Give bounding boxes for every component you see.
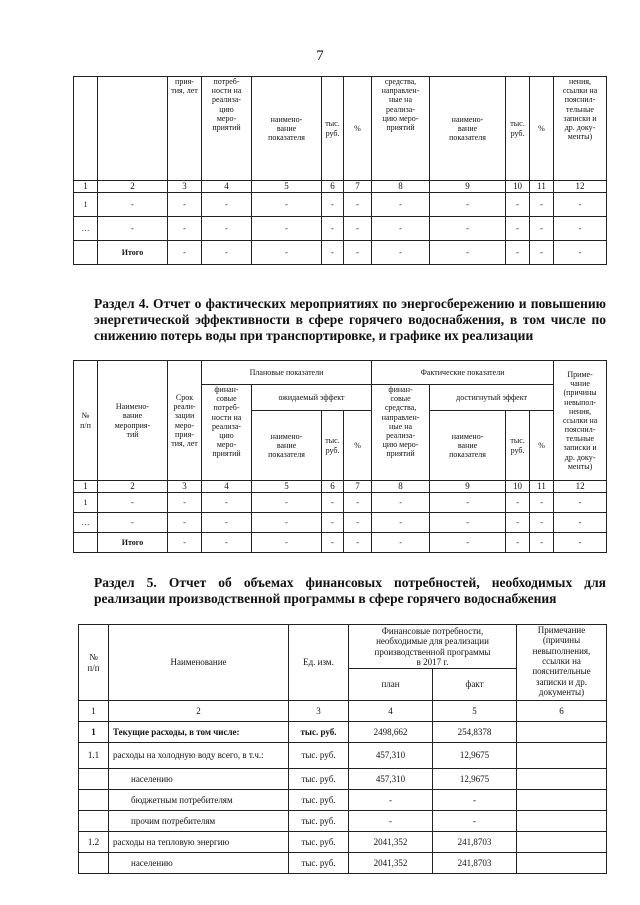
- section4-table: [73, 360, 607, 553]
- head-actual-pct: %: [530, 411, 554, 481]
- head-actual-indicator: наимено- вание показателя: [430, 77, 506, 181]
- head-num: № п/п: [79, 625, 109, 701]
- head-actual-rub: тыс. руб.: [506, 77, 530, 181]
- head-num: № п/п: [74, 361, 98, 481]
- section5-head-row-1: [79, 625, 607, 669]
- head-actual-finance: средства, направлен- ные на реализа- цию меро- приятий: [372, 77, 430, 181]
- table-row: бюджетным потребителям тыс. руб. - -: [79, 790, 607, 811]
- column-numbers-row: 1 2 3 4 5 6 7 8 9 10 11 12: [74, 481, 607, 493]
- section5-title: Раздел 5. Отчет об объемах финансовых потребностей, необходимых для реализации производственной программы в сфере горячего водоснабжения: [94, 575, 606, 606]
- head-actual-pct: %: [530, 77, 554, 181]
- head-plan-indicator: наимено- вание показателя: [252, 411, 322, 481]
- page-number: 7: [316, 48, 324, 64]
- table-row: 1 - - - - - - - - - - -: [74, 193, 607, 217]
- table-row: 1 Текущие расходы, в том числе: тыс. руб. 2498,662 254,8378: [79, 722, 607, 743]
- table-row: 1 - - - - - - - - - - -: [74, 493, 607, 513]
- continuation-head-row: [74, 77, 607, 181]
- head-finance: Финансовые потребности, необходимые для реализации производственной программы в 2017 г.: [349, 625, 517, 669]
- total-row: Итого - - - - - - - - - -: [74, 533, 607, 553]
- head-name: Наимено- вание мероприя- тий: [98, 361, 168, 481]
- head-term: прия- тия, лет: [168, 77, 202, 181]
- total-row: Итого - - - - - - - - - -: [74, 241, 607, 265]
- table-row: … - - - - - - - - - - -: [74, 217, 607, 241]
- head-note: Примечание (причины невыполнения, ссылки на пояснительные записки и др. документы): [517, 625, 607, 701]
- head-plan-finance: потреб- ности на реализа- цию меро- приятий: [202, 77, 252, 181]
- head-expected: ожидаемый эффект: [252, 385, 372, 411]
- head-plan-pct: %: [344, 411, 372, 481]
- table-row: 1.2 расходы на тепловую энергию тыс. руб. 2041,352 241,8703: [79, 832, 607, 853]
- head-actual-finance: финан- совые средства, направлен- ные на реализа- цию меро- приятий: [372, 385, 430, 481]
- table-row: … - - - - - - - - - - -: [74, 513, 607, 533]
- head-term: Срок реали- зации меро- прия- тия, лет: [168, 361, 202, 481]
- column-numbers-row: 1 2 3 4 5 6: [79, 701, 607, 722]
- head-note: Приме- чание (причины невыпол- нения, ссылки на пояснил- тельные записки и др. доку- менты): [554, 361, 607, 481]
- head-planned: Плановые показатели: [202, 361, 372, 385]
- section4-title: Раздел 4. Отчет о фактических мероприятиях по энергосбережению и повышению энергетической эффективности в сфере горячего водоснабжения, в том числе по снижению потерь воды при транспортировке, и графике их реализации: [94, 296, 606, 343]
- head-plan-indicator: наимено- вание показателя: [252, 77, 322, 181]
- section5-table: [78, 624, 607, 874]
- table-row: населению тыс. руб. 457,310 12,9675: [79, 769, 607, 790]
- head-plan-finance: финан- совые потреб- ности на реализа- цию меро- приятий: [202, 385, 252, 481]
- head-fact: факт: [433, 669, 517, 701]
- column-numbers-row: 1 2 3 4 5 6 7 8 9 10 11 12: [74, 181, 607, 193]
- head-plan-pct: %: [344, 77, 372, 181]
- section4-head-row-1: [74, 361, 607, 385]
- head-plan: план: [349, 669, 433, 701]
- head-note: нения, ссылки на пояснил- тельные записки и др. доку- менты): [554, 77, 607, 181]
- table-row: 1.1 расходы на холодную воду всего, в т.ч.: тыс. руб. 457,310 12,9675: [79, 743, 607, 769]
- head-plan-rub: тыс. руб.: [322, 77, 344, 181]
- head-actual-rub: тыс. руб.: [506, 411, 530, 481]
- continuation-table: [73, 76, 607, 265]
- head-plan-rub: тыс. руб.: [322, 411, 344, 481]
- table-row: населению тыс. руб. 2041,352 241,8703: [79, 853, 607, 874]
- head-actual-indicator: наимено- вание показателя: [430, 411, 506, 481]
- head-unit: Ед. изм.: [289, 625, 349, 701]
- head-actual: Фактические показатели: [372, 361, 554, 385]
- head-name: Наименование: [109, 625, 289, 701]
- head-achieved: достигнутый эффект: [430, 385, 554, 411]
- table-row: прочим потребителям тыс. руб. - -: [79, 811, 607, 832]
